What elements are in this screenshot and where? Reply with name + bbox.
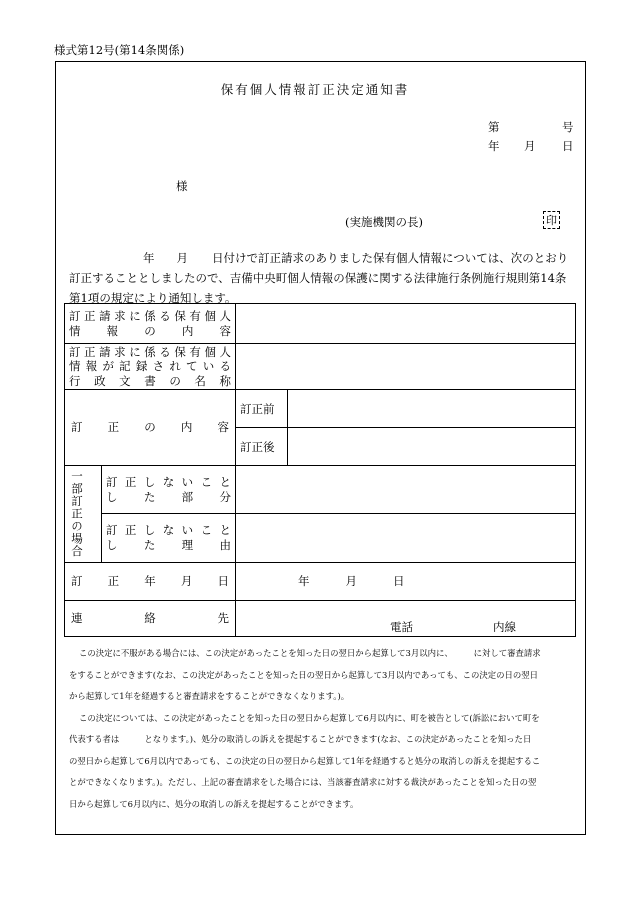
number-dai: 第 <box>488 120 500 134</box>
partial-reason-value <box>236 514 576 562</box>
addressee-sama: 様 <box>176 179 188 193</box>
before-value <box>288 390 576 428</box>
contact-label: 連絡先 <box>65 600 236 636</box>
date-year: 年 <box>488 139 500 153</box>
before-label: 訂正前 <box>236 390 288 428</box>
extension-label: 内線 <box>493 619 516 634</box>
form-number: 様式第12号(第14条関係) <box>54 43 185 57</box>
decision-table <box>64 303 576 637</box>
correction-date-label: 訂正年月日 <box>65 562 236 600</box>
partial-reason-label: 訂正しないこと した理由 <box>102 514 236 562</box>
intro-line1: 日付けで訂正請求のありました保有個人情報については、次のとおり <box>212 251 569 265</box>
date-month: 月 <box>524 139 536 153</box>
number-go: 号 <box>562 120 574 134</box>
note-line: をすることができます(なお、この決定があったことを知った日の翌日から起算して3月以内であっても、この決定の日の翌日 <box>69 669 539 680</box>
row-content-label: 訂正請求に係る保有個人 情報の内容 <box>65 304 236 344</box>
partial-label-cell <box>65 466 102 563</box>
partial-label: 一部訂正の場合 <box>70 470 84 558</box>
document-title: 保有個人情報訂正決定通知書 <box>220 82 410 97</box>
notes <box>69 643 581 815</box>
note-line: 日から起算して6月以内に、処分の取消しの訴えを提起することができます。 <box>69 798 359 809</box>
intro-year: 年 <box>143 251 155 265</box>
date-day: 日 <box>562 139 574 153</box>
note-line: の翌日から起算して6月以内であっても、この決定の日の翌日から起算して1年を経過すると処分の取消しの訴えを提起するこ <box>69 755 541 766</box>
row-document-value <box>236 344 576 390</box>
intro-paragraph <box>69 248 579 308</box>
phone-label: 電話 <box>390 619 413 634</box>
partial-part-value <box>236 466 576 514</box>
contact-value <box>236 600 576 636</box>
after-value <box>288 428 576 466</box>
note-line: から起算して1年を経過すると審査請求をすることができなくなります。)。 <box>69 691 350 701</box>
after-label: 訂正後 <box>236 428 288 466</box>
correction-date-value: 年 月 日 <box>236 562 576 600</box>
note-line: この決定に不服がある場合には、この決定があったことを知った日の翌日から起算して3月以内に、 に対して審査請求 <box>79 648 541 658</box>
intro-month: 月 <box>176 251 188 265</box>
note-line: 代表する者は となります。)、処分の取消しの訴えを提起することができます(なお、この決定があったことを知った日 <box>69 734 532 744</box>
row-correction-label: 訂正の内容 <box>65 390 236 466</box>
note-line: とができなくなります。)。ただし、上記の審査請求をした場合には、当該審査請求に対する裁決があったことを知った日の翌 <box>69 777 537 787</box>
row-content-value <box>236 304 576 344</box>
row-document-label: 訂正請求に係る保有個人 情報が記録されている 行政文書の名称 <box>65 344 236 390</box>
sender-title: (実施機関の長) <box>345 215 423 229</box>
intro-line3: 第1項の規定により通知します。 <box>69 291 237 305</box>
note-line: この決定については、この決定があったことを知った日の翌日から起算して6月以内に、町を被告として(訴訟において町を <box>79 712 540 723</box>
seal-mark: 印 <box>543 211 560 229</box>
partial-part-label: 訂正しないこと した部分 <box>102 466 236 514</box>
intro-line2: 訂正することとしましたので、吉備中央町個人情報の保護に関する法律施行条例施行規則第14条 <box>69 271 567 285</box>
